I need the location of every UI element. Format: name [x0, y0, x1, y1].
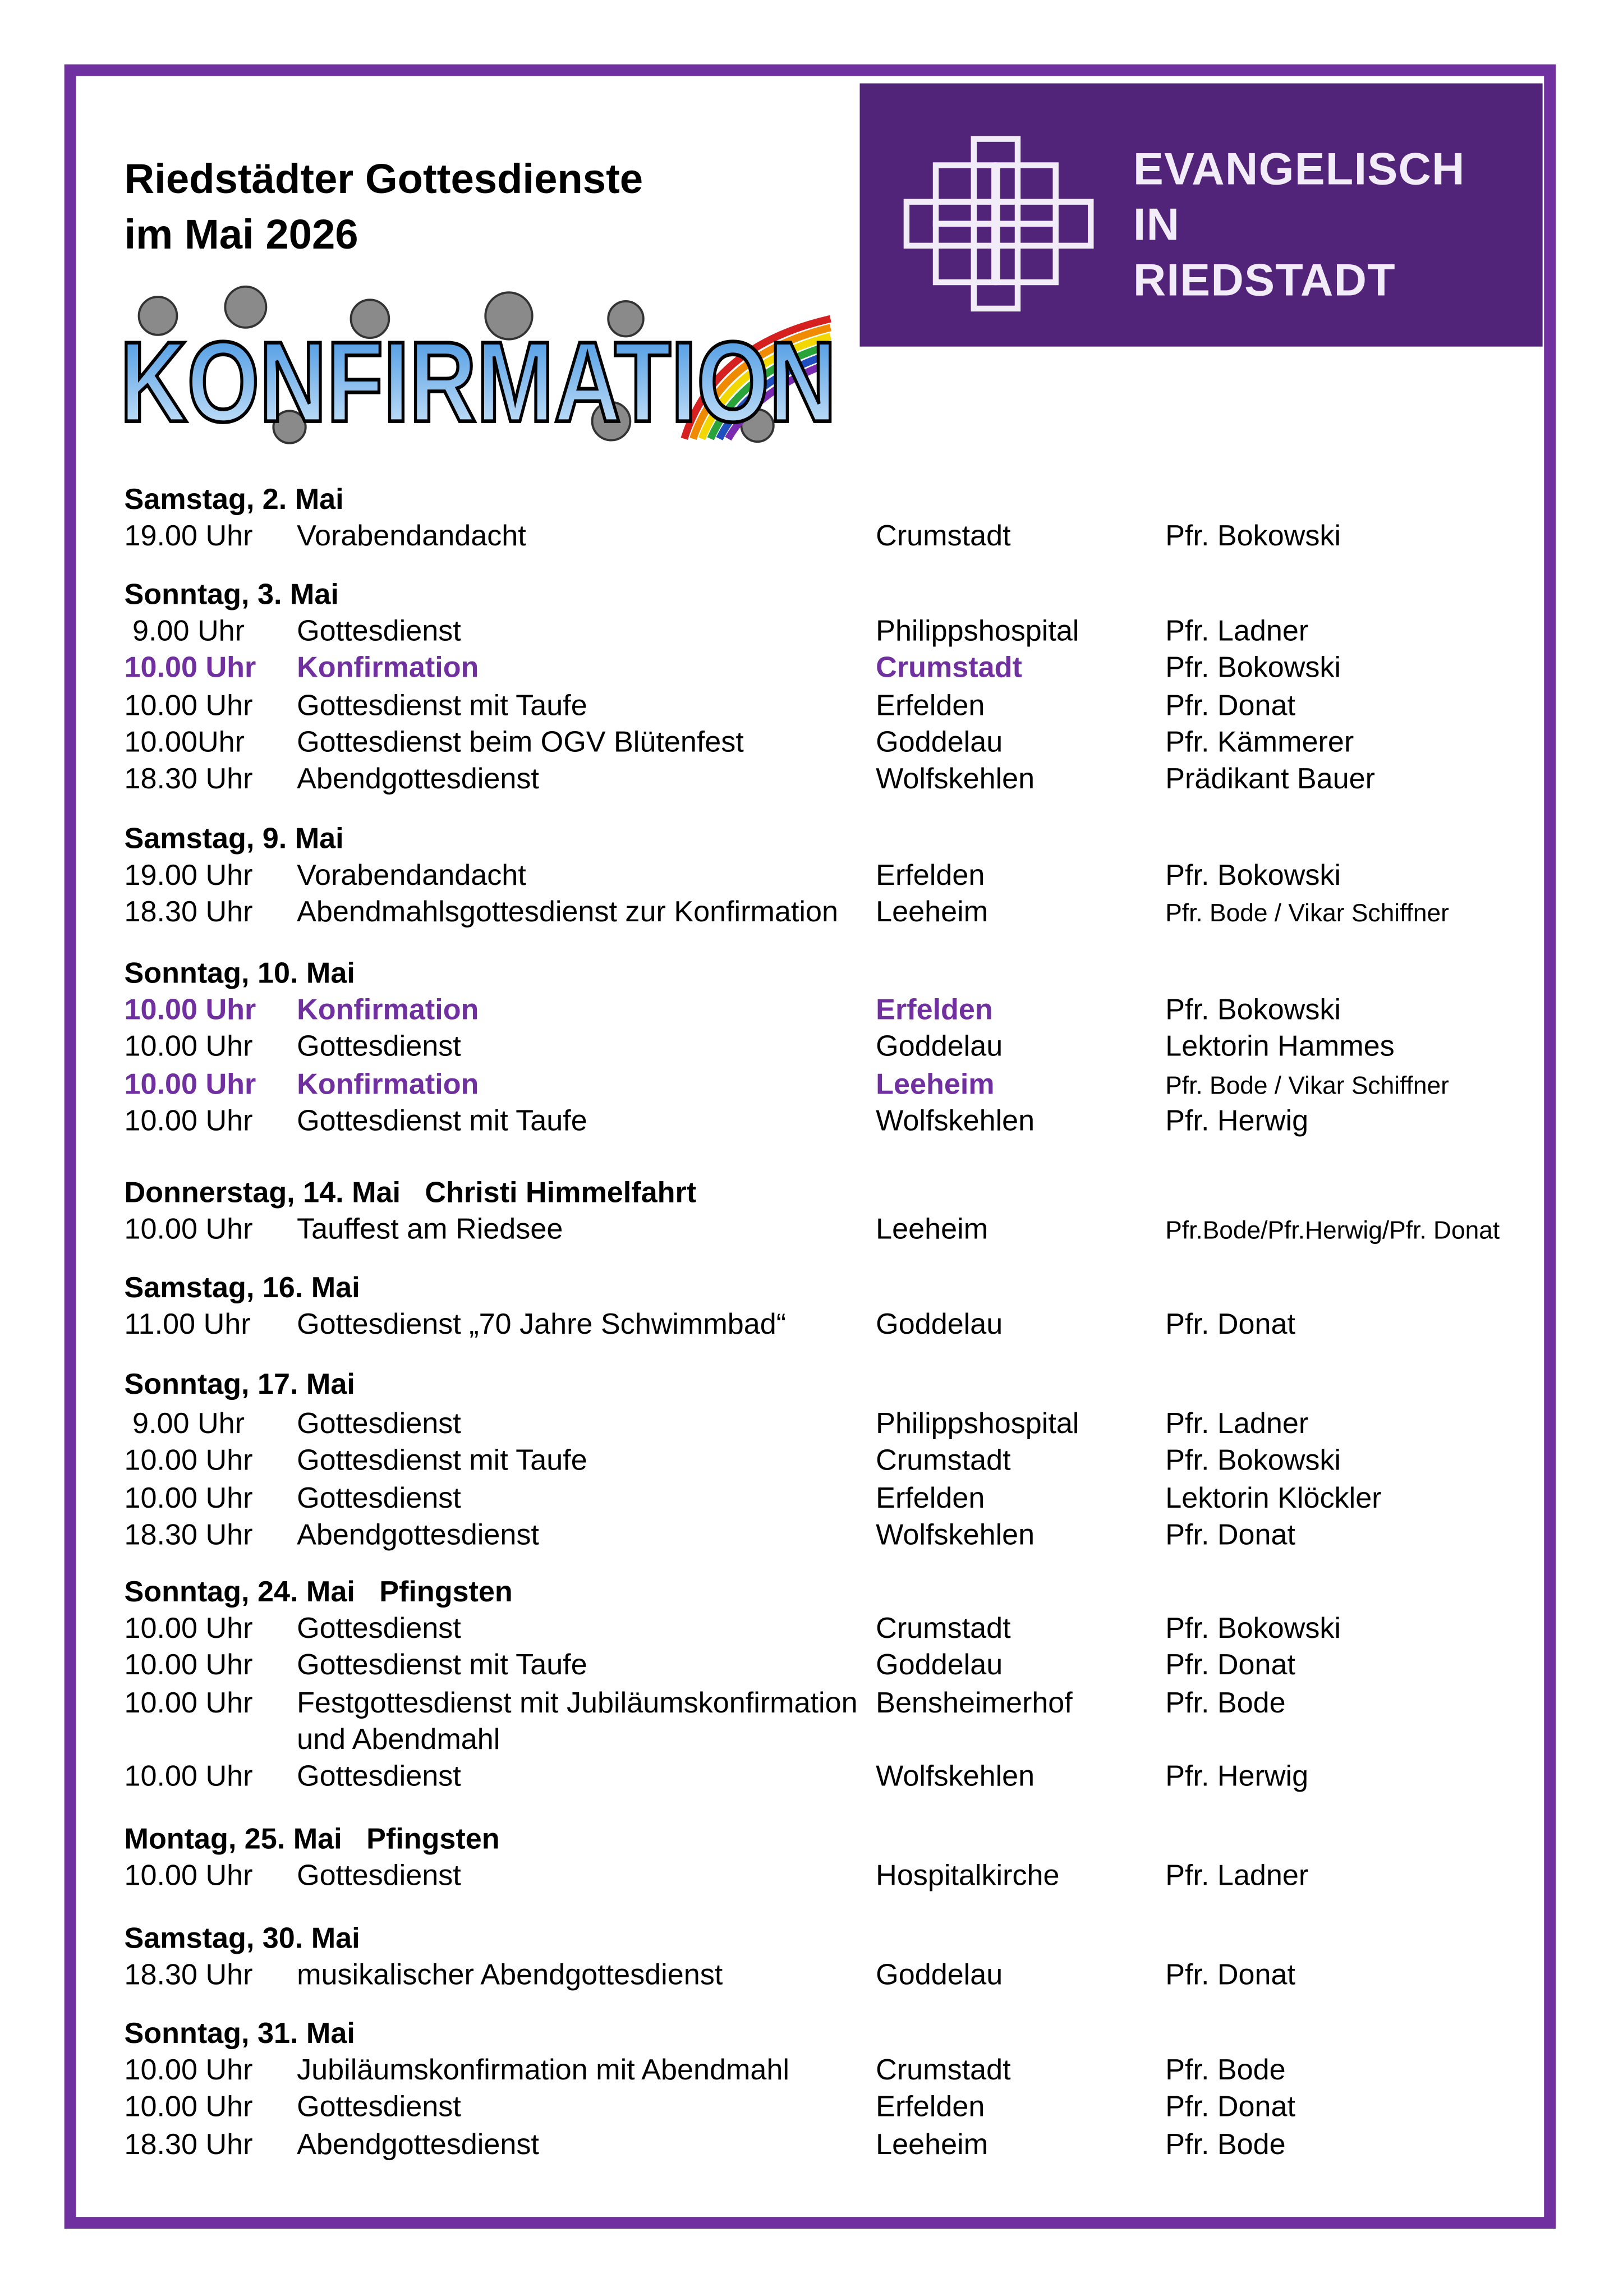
- service-time: 10.00 Uhr: [124, 994, 256, 1027]
- service-event: Vorabendandacht: [297, 520, 526, 553]
- service-time: 10.00 Uhr: [124, 1613, 253, 1646]
- service-place: Crumstadt: [876, 520, 1011, 553]
- day-section: [125, 822, 1543, 933]
- service-time: 10.00 Uhr: [124, 1445, 253, 1478]
- day-heading: Samstag, 16. Mai: [124, 1272, 360, 1305]
- service-place: Crumstadt: [876, 653, 1022, 685]
- service-person: Pfr. Bode: [1165, 1687, 1286, 1719]
- service-event: Gottesdienst: [297, 1761, 461, 1793]
- service-event: Gottesdienst: [297, 616, 461, 648]
- day-section: [125, 1922, 1543, 1995]
- service-row: [125, 1611, 1543, 1648]
- service-time: 9.00 Uhr: [124, 1408, 245, 1441]
- day-section: [125, 483, 1543, 556]
- service-person: Pfr. Donat: [1165, 1519, 1296, 1551]
- service-place: Goddelau: [876, 1650, 1003, 1683]
- service-time: 10.00 Uhr: [124, 1761, 253, 1793]
- service-person: Pfr. Herwig: [1165, 1761, 1309, 1793]
- service-place: Crumstadt: [876, 2054, 1011, 2087]
- service-row: [125, 725, 1543, 762]
- service-place: Goddelau: [876, 1031, 1003, 1064]
- service-time: 10.00 Uhr: [124, 2054, 253, 2087]
- service-person: Pfr. Bode: [1165, 2054, 1286, 2087]
- service-row: [125, 1407, 1543, 1444]
- service-place: Goddelau: [876, 727, 1003, 759]
- day-heading: Sonntag, 17. Mai: [124, 1369, 355, 1401]
- service-time: 10.00 Uhr: [124, 2091, 253, 2124]
- service-row: [125, 614, 1543, 651]
- service-time: 9.00 Uhr: [124, 616, 245, 648]
- cross-logo-icon: [904, 136, 1094, 311]
- service-person: Pfr. Bode / Vikar Schiffner: [1165, 1071, 1449, 1099]
- service-event: Gottesdienst mit Taufe: [297, 690, 587, 722]
- service-place: Erfelden: [876, 690, 985, 722]
- service-event: Jubiläumskonfirmation mit Abendmahl: [297, 2054, 789, 2087]
- service-row: [125, 2090, 1543, 2127]
- service-place: Leeheim: [876, 1068, 995, 1101]
- service-event: Gottesdienst: [297, 1031, 461, 1064]
- service-person: Pfr. Bode / Vikar Schiffner: [1165, 899, 1449, 928]
- konfirmation-banner: [114, 287, 862, 451]
- day-section: [125, 1367, 1543, 1555]
- day-section: [125, 1575, 1543, 1797]
- day-section: [125, 577, 1543, 799]
- service-row: [125, 1104, 1543, 1141]
- day-section: [125, 1271, 1543, 1344]
- service-person: Pfr. Ladner: [1165, 616, 1309, 648]
- day-section: [125, 957, 1543, 1141]
- service-place: Leeheim: [876, 2128, 988, 2161]
- service-person: Pfr. Kämmerer: [1165, 727, 1354, 759]
- service-place: Leeheim: [876, 897, 988, 929]
- title-line-2: im Mai 2026: [124, 212, 358, 259]
- banner-text: KONFIRMATION: [119, 318, 836, 446]
- service-row: [125, 651, 1543, 688]
- service-time: 10.00 Uhr: [124, 1068, 256, 1101]
- service-time: 10.00 Uhr: [124, 1860, 253, 1893]
- service-row: [125, 1760, 1543, 1797]
- service-person: Pfr. Bokowski: [1165, 653, 1341, 685]
- service-time: 10.00 Uhr: [124, 1687, 253, 1719]
- day-heading: Samstag, 30. Mai: [124, 1923, 360, 1955]
- brand-text: [1133, 142, 1465, 309]
- service-event: Vorabendandacht: [297, 860, 526, 892]
- day-heading: Samstag, 9. Mai: [124, 823, 344, 856]
- service-event: Gottesdienst: [297, 2091, 461, 2124]
- day-heading: Samstag, 2. Mai: [124, 484, 344, 517]
- service-person: Pfr. Bokowski: [1165, 1445, 1341, 1478]
- service-person: Pfr. Bokowski: [1165, 520, 1341, 553]
- service-row: [125, 1213, 1543, 1250]
- service-time: 10.00 Uhr: [124, 1650, 253, 1683]
- service-row: [125, 2053, 1543, 2090]
- service-event: Abendgottesdienst: [297, 1519, 539, 1551]
- service-place: Goddelau: [876, 1959, 1003, 1992]
- service-place: Erfelden: [876, 994, 993, 1027]
- day-section: [125, 1822, 1543, 1895]
- page-title: [125, 152, 643, 263]
- service-place: Leeheim: [876, 1214, 988, 1246]
- service-person: Pfr. Donat: [1165, 1650, 1296, 1683]
- service-event: Gottesdienst: [297, 1613, 461, 1646]
- service-event: Gottesdienst mit Taufe: [297, 1650, 587, 1683]
- service-place: Bensheimerhof: [876, 1687, 1073, 1719]
- service-row: [125, 993, 1543, 1030]
- service-time: 10.00 Uhr: [124, 1105, 253, 1138]
- service-place: Erfelden: [876, 2091, 985, 2124]
- service-place: Crumstadt: [876, 1445, 1011, 1478]
- service-person: Pfr. Bokowski: [1165, 994, 1341, 1027]
- service-row: [125, 858, 1543, 896]
- service-person: Pfr.Bode/Pfr.Herwig/Pfr. Donat: [1165, 1216, 1500, 1245]
- day-heading: Sonntag, 24. Mai Pfingsten: [124, 1576, 513, 1609]
- service-person: Pfr. Bode: [1165, 2128, 1286, 2161]
- brand-line-2: IN: [1133, 199, 1180, 250]
- service-time: 10.00 Uhr: [124, 1214, 253, 1246]
- service-event: musikalischer Abendgottesdienst: [297, 1959, 723, 1992]
- service-event: Gottesdienst: [297, 1482, 461, 1515]
- service-event: Gottesdienst mit Taufe: [297, 1105, 587, 1138]
- service-row: [125, 688, 1543, 725]
- service-place: Wolfskehlen: [876, 763, 1035, 796]
- service-row: [125, 1686, 1543, 1760]
- service-person: Pfr. Donat: [1165, 1959, 1296, 1992]
- day-heading: Montag, 25. Mai Pfingsten: [124, 1824, 500, 1856]
- service-time: 18.30 Uhr: [124, 2128, 253, 2161]
- service-place: Erfelden: [876, 860, 985, 892]
- service-place: Erfelden: [876, 1482, 985, 1515]
- service-place: Philippshospital: [876, 616, 1079, 648]
- service-time: 19.00 Uhr: [124, 860, 253, 892]
- service-event: Gottesdienst beim OGV Blütenfest: [297, 727, 744, 759]
- service-person: Pfr. Donat: [1165, 1308, 1296, 1341]
- service-place: Wolfskehlen: [876, 1519, 1035, 1551]
- service-place: Crumstadt: [876, 1613, 1011, 1646]
- day-heading: Sonntag, 31. Mai: [124, 2018, 355, 2051]
- service-place: Wolfskehlen: [876, 1761, 1035, 1793]
- service-event: Konfirmation: [297, 653, 479, 685]
- service-event: Gottesdienst mit Taufe: [297, 1445, 587, 1478]
- service-time: 19.00 Uhr: [124, 520, 253, 553]
- service-row: [125, 1481, 1543, 1518]
- service-time: 10.00Uhr: [124, 727, 245, 759]
- service-row: [125, 1307, 1543, 1344]
- service-time: 11.00 Uhr: [124, 1308, 251, 1341]
- day-section: [125, 1175, 1543, 1249]
- service-event: Gottesdienst: [297, 1860, 461, 1893]
- service-row: [125, 1030, 1543, 1067]
- day-heading: Sonntag, 3. Mai: [124, 579, 339, 612]
- service-person: Lektorin Klöckler: [1165, 1482, 1382, 1515]
- service-time: 18.30 Uhr: [124, 897, 253, 929]
- service-row: [125, 896, 1543, 933]
- title-line-1: Riedstädter Gottesdienste: [124, 156, 643, 204]
- service-person: Pfr. Donat: [1165, 2091, 1296, 2124]
- service-person: Pfr. Bokowski: [1165, 1613, 1341, 1646]
- service-person: Pfr. Ladner: [1165, 1408, 1309, 1441]
- service-event: Gottesdienst „70 Jahre Schwimmbad“: [297, 1308, 787, 1341]
- service-row: [125, 1859, 1543, 1896]
- service-time: 10.00 Uhr: [124, 1031, 253, 1064]
- service-row: [125, 1648, 1543, 1686]
- service-time: 18.30 Uhr: [124, 1959, 253, 1992]
- service-event: Gottesdienst: [297, 1408, 461, 1441]
- service-person: Prädikant Bauer: [1165, 763, 1376, 796]
- service-row: [125, 2127, 1543, 2164]
- service-event: Festgottesdienst mit Jubiläumskonfirmation und Abendmahl: [297, 1687, 858, 1756]
- service-time: 10.00 Uhr: [124, 653, 256, 685]
- service-row: [125, 1518, 1543, 1555]
- service-time: 18.30 Uhr: [124, 1519, 253, 1551]
- service-person: Pfr. Donat: [1165, 690, 1296, 722]
- day-section: [125, 2017, 1543, 2164]
- brand-logo: [860, 84, 1543, 347]
- service-person: Lektorin Hammes: [1165, 1031, 1395, 1064]
- service-row: [125, 519, 1543, 556]
- brand-line-1: EVANGELISCH: [1133, 143, 1465, 195]
- service-event: Abendmahlsgottesdienst zur Konfirmation: [297, 897, 838, 929]
- service-person: Pfr. Herwig: [1165, 1105, 1309, 1138]
- service-place: Hospitalkirche: [876, 1860, 1060, 1893]
- service-row: [125, 1444, 1543, 1481]
- service-event: Abendgottesdienst: [297, 763, 539, 796]
- service-time: 10.00 Uhr: [124, 1482, 253, 1515]
- service-event: Abendgottesdienst: [297, 2128, 539, 2161]
- service-event: Tauffest am Riedsee: [297, 1214, 563, 1246]
- service-row: [125, 1958, 1543, 1995]
- service-time: 18.30 Uhr: [124, 763, 253, 796]
- service-place: Wolfskehlen: [876, 1105, 1035, 1138]
- service-event: Konfirmation: [297, 994, 479, 1027]
- service-row: [125, 762, 1543, 799]
- service-place: Goddelau: [876, 1308, 1003, 1341]
- service-time: 10.00 Uhr: [124, 690, 253, 722]
- day-heading: Sonntag, 10. Mai: [124, 958, 355, 990]
- service-person: Pfr. Ladner: [1165, 1860, 1309, 1893]
- service-place: Philippshospital: [876, 1408, 1079, 1441]
- day-heading: Donnerstag, 14. Mai Christi Himmelfahrt: [124, 1177, 697, 1210]
- service-event: Konfirmation: [297, 1068, 479, 1101]
- brand-line-3: RIEDSTADT: [1133, 254, 1396, 306]
- service-person: Pfr. Bokowski: [1165, 860, 1341, 892]
- service-row: [125, 1067, 1543, 1104]
